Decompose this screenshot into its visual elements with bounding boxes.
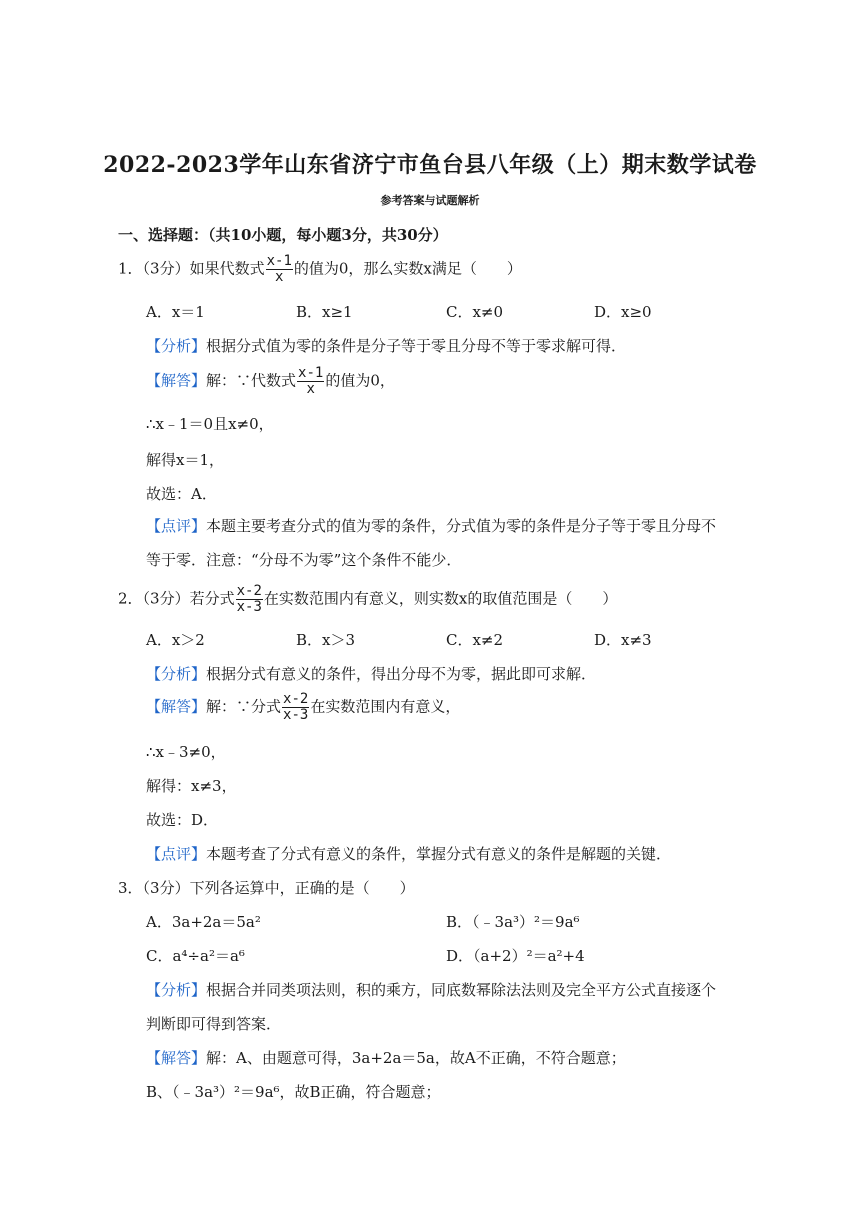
q2-analysis: 【分析】根据分式有意义的条件，得出分母不为零，据此即可求解． [146,665,597,683]
q3-option-c: C．a⁴÷a²＝a⁶ [146,947,245,965]
q1-comment-line-1: 【点评】本题主要考查分式的值为零的条件，分式值为零的条件是分子等于零且分母不 [146,517,717,535]
page-title: 2022-2023学年山东省济宁市鱼台县八年级（上）期末数学试卷 [103,152,757,178]
q2-comment: 【点评】本题考查了分式有意义的条件，掌握分式有意义的条件是解题的关键． [146,845,672,863]
q1-step-3: 故选：A． [146,485,217,503]
q3-option-b: B．（﹣3a³）²＝9a⁶ [446,913,580,931]
q3-option-d: D．（a+2）²＝a²+4 [446,947,585,965]
q1-option-d: D．x≥0 [594,303,652,321]
q1-stem: 1．（3分）如果代数式 $\frac{x-1}{x}$ 的值为0，那么实数x满足（ ） [118,253,522,285]
q1-option-b: B．x≥1 [296,303,353,321]
page-subtitle: 参考答案与试题解析 [380,194,480,207]
q3-solution-b: B、（﹣3a³）²＝9a⁶，故B正确，符合题意； [146,1083,441,1101]
section-heading: 一、选择题：（共10小题，每小题3分，共30分） [118,226,448,244]
q2-solution-fraction: $\frac{x-2}{x-3}$ [283,691,309,723]
q2-option-a: A．x＞2 [146,631,205,649]
q1-step-1: ∴x﹣1＝0且x≠0， [146,415,274,433]
q1-option-a: A．x＝1 [146,303,205,321]
q3-stem: 3．（3分）下列各运算中，正确的是（ ） [118,879,415,897]
q3-solution: 【解答】解：A、由题意可得，3a+2a＝5a，故A不正确，不符合题意； [146,1049,626,1067]
q2-step-2: 解得：x≠3， [146,777,237,795]
q1-option-c: C．x≠0 [446,303,504,321]
q3-analysis-line-2: 判断即可得到答案． [146,1015,282,1033]
q1-step-2: 解得x＝1， [146,451,225,469]
q2-solution: 【解答】解：∵分式 $\frac{x-2}{x-3}$ 在实数范围内有意义， [146,691,461,723]
q2-step-3: 故选：D． [146,811,219,829]
q2-stem: 2．（3分）若分式 $\frac{x-2}{x-3}$ 在实数范围内有意义，则实数x的取值范围是（ ） [118,583,618,615]
q2-option-c: C．x≠2 [446,631,504,649]
q2-fraction: $\frac{x-2}{x-3}$ [236,583,262,615]
q2-option-d: D．x≠3 [594,631,652,649]
q1-comment-line-2: 等于零．注意：“分母不为零”这个条件不能少． [146,551,462,569]
q1-analysis: 【分析】根据分式值为零的条件是分子等于零且分母不等于零求解可得． [146,337,627,355]
q1-fraction: $\frac{x-1}{x}$ [266,253,292,285]
q2-step-1: ∴x﹣3≠0， [146,743,226,761]
q2-option-b: B．x＞3 [296,631,356,649]
q3-option-a: A．3a+2a＝5a² [146,913,261,931]
q1-solution: 【解答】解：∵代数式 $\frac{x-1}{x}$ 的值为0， [146,365,395,397]
q3-analysis-line-1: 【分析】根据合并同类项法则，积的乘方，同底数幂除法法则及完全平方公式直接逐个 [146,981,717,999]
q1-solution-fraction: $\frac{x-1}{x}$ [298,365,324,397]
